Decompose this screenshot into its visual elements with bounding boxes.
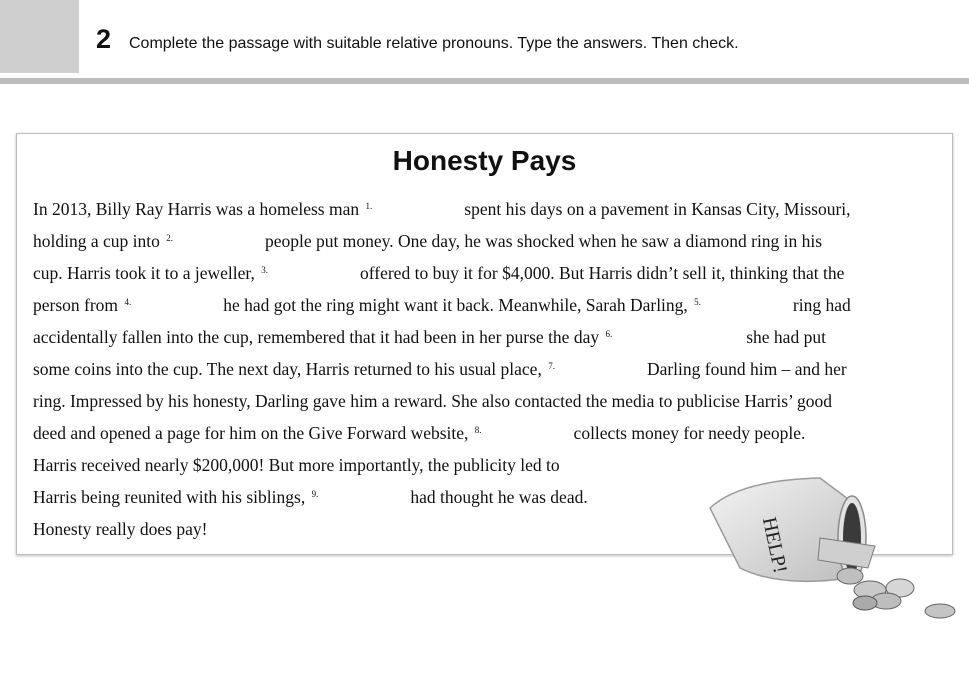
header-tab: [0, 0, 79, 73]
passage-line-3: cup. Harris took it to a jeweller, $^{3.}$ offered to buy it for $4,000. But Harris didn’t sell it, thinking that the: [33, 263, 845, 283]
answer-gap-9[interactable]: [318, 489, 410, 509]
answer-gap-8[interactable]: [482, 425, 574, 445]
passage-line-11: Honesty really does pay!: [33, 519, 208, 539]
passage-line-2: holding a cup into $^{2.}$ people put money. One day, he was shocked when he saw a diamond ring in his: [33, 231, 823, 251]
answer-gap-7[interactable]: [555, 361, 647, 381]
answer-gap-5[interactable]: [701, 297, 793, 317]
passage-line-4: person from $^{4.}$ he had got the ring might want it back. Meanwhile, Sarah Darling, $^{5.}$ ring had: [33, 295, 851, 315]
passage-line-10: Harris being reunited with his siblings, $^{9.}$ had thought he was dead.: [33, 487, 588, 507]
exercise-instruction: Complete the passage with suitable relative pronouns. Type the answers. Then check.: [129, 35, 739, 52]
gap-number-4: 4.: [124, 297, 132, 307]
passage-line-6: some coins into the cup. The next day, Harris returned to his usual place, $^{7.}$ Darling found him – and her: [33, 359, 847, 379]
passage-line-7: ring. Impressed by his honesty, Darling gave him a reward. She also contacted the media to publicise Harris’ good: [33, 391, 832, 411]
exercise-number: 2: [96, 24, 112, 54]
gap-number-7: 7.: [548, 361, 555, 371]
gap-number-5: 5.: [694, 297, 701, 307]
gap-number-6: 6.: [605, 329, 613, 339]
passage-line-8: deed and opened a page for him on the Give Forward website, $^{8.}$ collects money for needy people.: [33, 423, 806, 443]
answer-gap-1[interactable]: [372, 201, 464, 221]
gap-number-2: 2.: [166, 233, 173, 243]
header-divider: [0, 78, 969, 84]
gap-number-8: 8.: [474, 425, 482, 435]
answer-gap-2[interactable]: [173, 233, 265, 253]
gap-number-3: 3.: [261, 265, 268, 275]
passage-title: Honesty Pays: [392, 145, 577, 176]
gap-number-1: 1.: [365, 201, 373, 211]
answer-gap-4[interactable]: [131, 297, 223, 317]
passage-line-1: In 2013, Billy Ray Harris was a homeless man $^{1.}$ spent his days on a pavement in Kansas City, Missouri,: [33, 199, 851, 219]
gap-number-9: 9.: [311, 489, 319, 499]
cup-text: HELP!: [757, 515, 792, 576]
passage-line-9: Harris received nearly $200,000! But more importantly, the publicity led to: [33, 455, 560, 475]
cup-with-coins-illustration: [700, 468, 965, 628]
answer-gap-3[interactable]: [268, 265, 360, 285]
passage-line-5: accidentally fallen into the cup, remembered that it had been in her purse the day $^{6.}$ she had put: [33, 327, 826, 347]
answer-gap-6[interactable]: [612, 329, 746, 349]
